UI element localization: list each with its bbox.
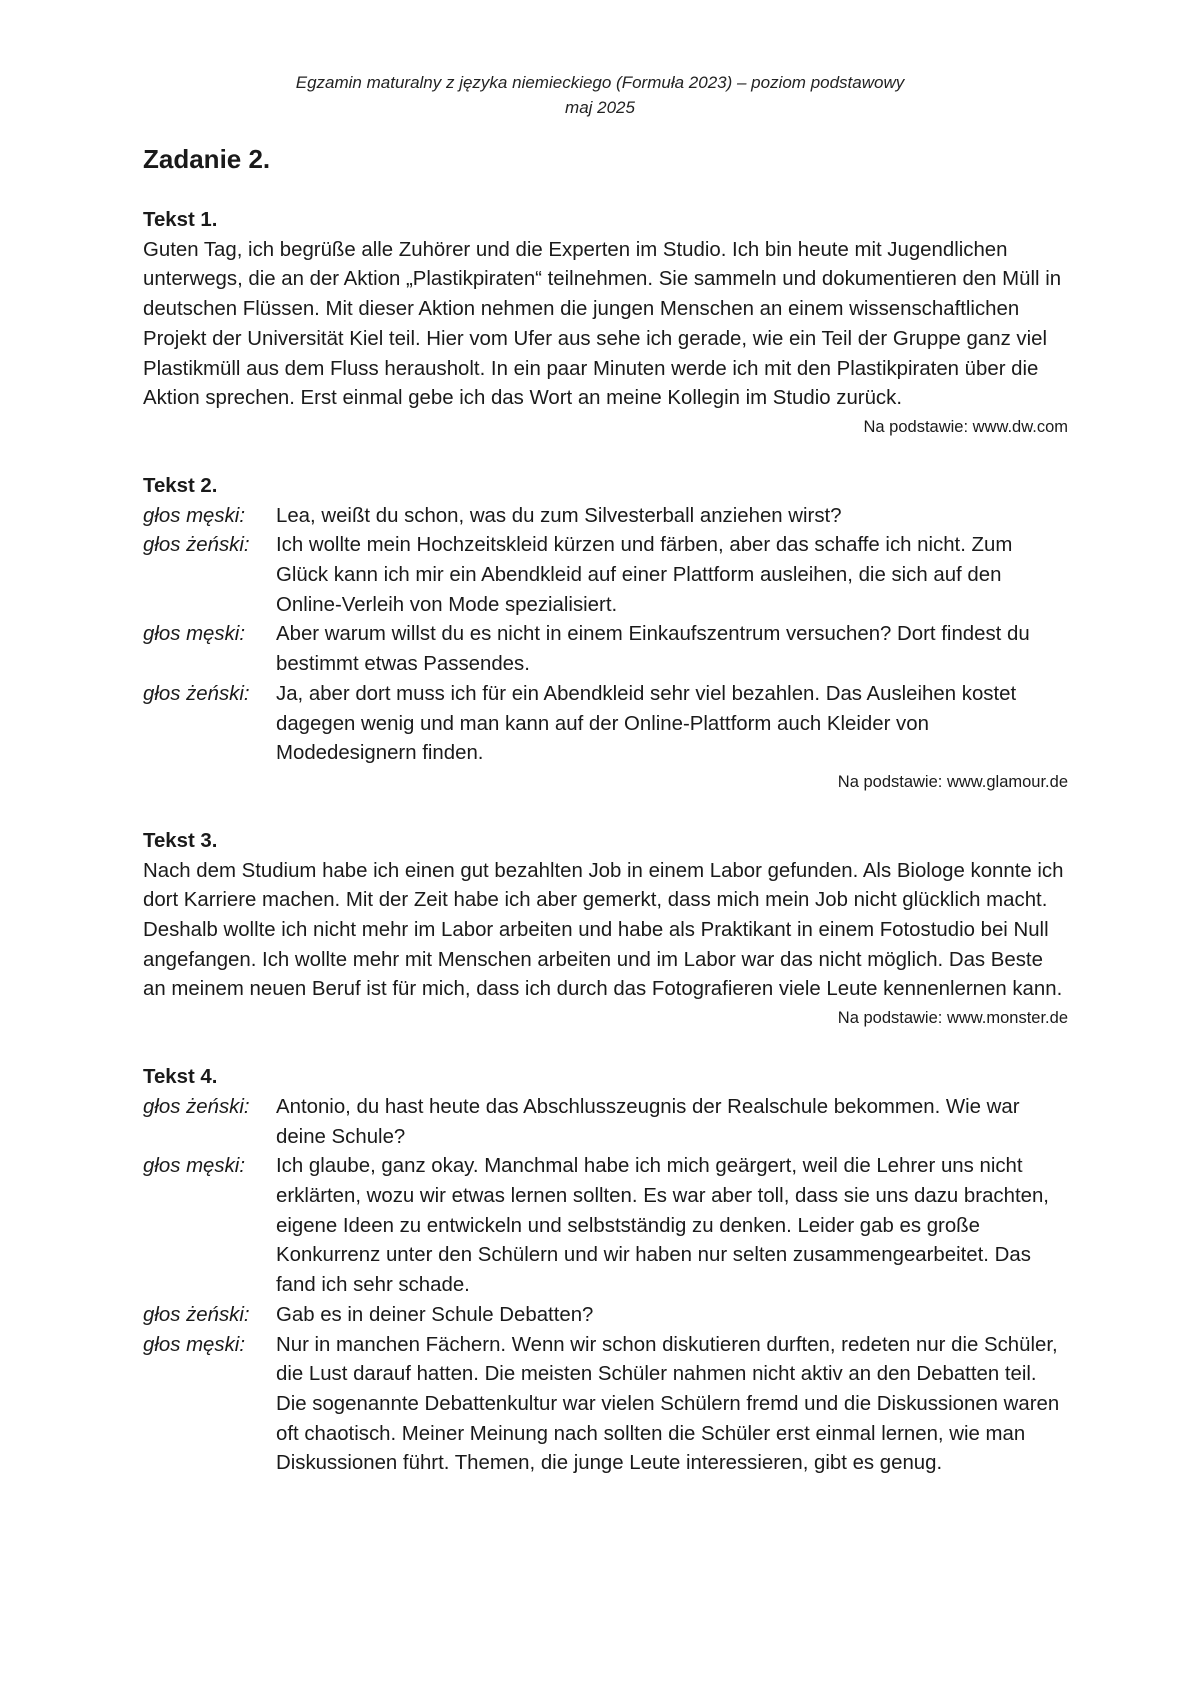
text-3-source: Na podstawie: www.monster.de (837, 1009, 1068, 1028)
text-2-section (143, 472, 1068, 793)
text-2-title: Tekst 2. (143, 474, 218, 497)
speaker-label: głos żeński: (143, 1095, 250, 1118)
text-4-title: Tekst 4. (143, 1066, 218, 1089)
dialogue-turn (143, 680, 1068, 769)
text-2-source: Na podstawie: www.glamour.de (837, 772, 1068, 791)
page-header (0, 70, 1200, 120)
text-3-paragraph: Nach dem Studium habe ich einen gut bezahlten Job in einem Labor gefunden. Als Biologe konnte ich dort Karriere machen. Mit der Zeit habe ich aber gemerkt, dass mich mein Job nicht glücklich macht. Deshalb wollte ich nicht mehr im Labor arbeiten und habe als Praktikant in einem Fotostudio bei Null angefangen. Ich wollte mehr mit Menschen arbeiten und im Labor war das nicht möglich. Das Beste an meinem neuen Beruf ist für mich, dass ich durch das Fotografieren viele Leute kennenlernen kann. (143, 859, 1064, 1001)
speaker-label: głos męski: (143, 623, 245, 646)
speaker-label: głos żeński: (143, 1303, 250, 1326)
speaker-label: głos męski: (143, 1155, 245, 1178)
dialogue-turn (143, 531, 1068, 620)
text-3-title: Tekst 3. (143, 829, 218, 852)
header-date: maj 2025 (565, 98, 635, 117)
text-1-title: Tekst 1. (143, 209, 218, 231)
speech-text: Ich wollte mein Hochzeitskleid kürzen und färben, aber das schaffe ich nicht. Zum Glück kann ich mir ein Abendkleid auf einer Plattform ausleihen, die sich auf den Online-Verleih von Mode spezialisiert. (276, 534, 1013, 616)
speech-text: Lea, weißt du schon, was du zum Silvesterball anziehen wirst? (276, 504, 842, 527)
dialogue-turn (143, 1093, 1068, 1152)
speaker-label: głos męski: (143, 504, 245, 527)
speaker-label: głos męski: (143, 1333, 245, 1356)
text-1-paragraph: Guten Tag, ich begrüße alle Zuhörer und die Experten im Studio. Ich bin heute mit Jugendlichen unterwegs, die an der Aktion „Plastikpiraten“ teilnehmen. Sie sammeln und dokumentieren den Müll in deutschen Flüssen. Mit dieser Aktion nehmen die jungen Menschen an einem wissenschaftlichen Projekt der Universität Kiel teil. Hier vom Ufer aus sehe ich gerade, wie ein Teil der Gruppe ganz viel Plastikmüll aus dem Fluss herausholt. In ein paar Minuten werde ich mit den Plastikpiraten über die Aktion sprechen. Erst einmal gebe ich das Wort an meine Kollegin im Studio zurück. (143, 238, 1062, 410)
speaker-label: głos żeński: (143, 534, 250, 557)
text-3-section (143, 827, 1068, 1029)
dialogue-turn (143, 1331, 1068, 1480)
header-exam-title: Egzamin maturalny z języka niemieckiego (Formuła 2023) – poziom podstawowy (295, 73, 905, 92)
speech-text: Antonio, du hast heute das Abschlusszeugnis der Realschule bekommen. Wie war deine Schule? (276, 1095, 1020, 1148)
speech-text: Aber warum willst du es nicht in einem Einkaufszentrum versuchen? Dort findest du bestimmt etwas Passendes. (276, 623, 1030, 676)
speaker-label: głos żeński: (143, 682, 250, 705)
speech-text: Ja, aber dort muss ich für ein Abendkleid sehr viel bezahlen. Das Ausleihen kostet dagegen wenig und man kann auf der Online-Plattform auch Kleider von Modedesignern finden. (276, 682, 1017, 765)
dialogue-turn (143, 1152, 1068, 1301)
text-4-section (143, 1063, 1068, 1479)
task-content (143, 206, 1068, 1479)
text-1-source: Na podstawie: www.dw.com (863, 417, 1068, 436)
speech-text: Ich glaube, ganz okay. Manchmal habe ich mich geärgert, weil die Lehrer uns nicht erklärten, wozu wir etwas lernen sollten. Es war aber toll, dass sie uns dazu brachten, eigene Ideen zu entwickeln und selbstständig zu denken. Leider gab es große Konkurrenz unter den Schülern und wir haben nur selten zusammengearbeitet. Das fand ich sehr schade. (276, 1155, 1049, 1297)
dialogue-turn (143, 1301, 1068, 1331)
dialogue-turn (143, 620, 1068, 679)
speech-text: Nur in manchen Fächern. Wenn wir schon diskutieren durften, redeten nur die Schüler, die Lust darauf hatten. Die meisten Schüler nahmen nicht aktiv an den Debatten teil. Die sogenannte Debattenkultur war vielen Schülern fremd und die Diskussionen waren oft chaotisch. Meiner Meinung nach sollten die Schüler erst einmal lernen, wie man Diskussionen führt. Themen, die junge Leute interessieren, gibt es genug. (276, 1333, 1060, 1475)
task-title: Zadanie 2. (143, 144, 271, 174)
text-1-section (143, 206, 1068, 438)
dialogue-turn (143, 502, 1068, 532)
speech-text: Gab es in deiner Schule Debatten? (276, 1303, 594, 1326)
